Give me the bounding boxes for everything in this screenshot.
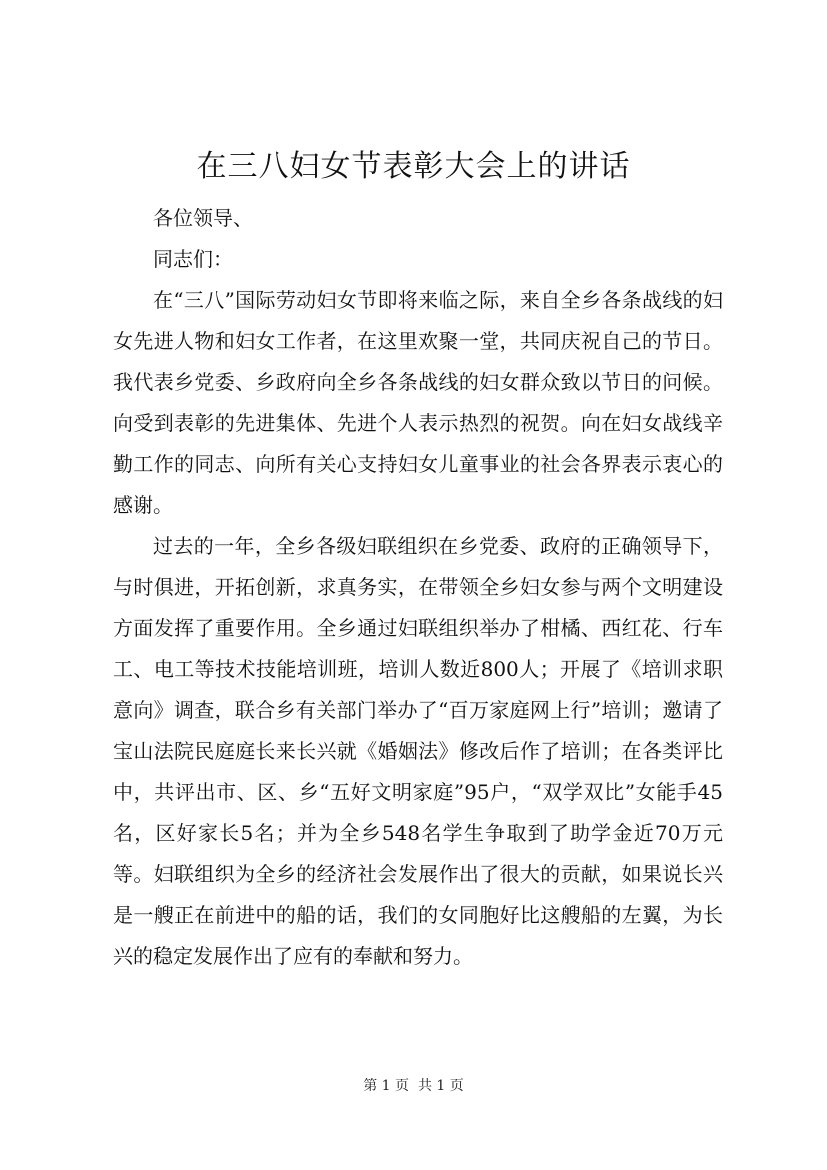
paragraph-achievements: 过去的一年，全乡各级妇联组织在乡党委、政府的正确领导下，与时俱进，开拓创新，求真务实，在带领全乡妇女参与两个文明建设方面发挥了重要作用。全乡通过妇联组织举办了柑橘、西红花、行车工、电工等技术技能培训班，培训人数近800人；开展了《培训求职意向》调查，联合乡有关部门举办了“百万家庭网上行”培训；邀请了宝山法院民庭庭长来长兴就《婚姻法》修改后作了培训；在各类评比中，共评出市、区、乡“五好文明家庭”95户，“双学双比”女能手45名，区好家长5名；并为全乡548名学生争取到了助学金近70万元等。妇联组织为全乡的经济社会发展作出了很大的贡献，如果说长兴是一艘正在前进中的船的话，我们的女同胞好比这艘船的左翼，为长兴的稳定发展作出了应有的奉献和努力。 [113, 534, 723, 968]
document-body [113, 198, 723, 977]
salutation-comrades: 同志们： [153, 247, 233, 271]
paragraph-opening: 在“三八”国际劳动妇女节即将来临之际，来自全乡各条战线的妇女先进人物和妇女工作者，在这里欢聚一堂，共同庆祝自己的节日。我代表乡党委、乡政府向全乡各条战线的妇女群众致以节日的问候。向受到表彰的先进集体、先进个人表示热烈的祝贺。向在妇女战线辛勤工作的同志、向所有关心支持妇女儿童事业的社会各界表示衷心的感谢。 [113, 288, 723, 517]
page-footer: 第 1 页 共 1 页 [363, 1078, 464, 1094]
salutation-leaders: 各位领导、 [153, 206, 253, 230]
document-title: 在三八妇女节表彰大会上的讲话 [196, 149, 631, 184]
